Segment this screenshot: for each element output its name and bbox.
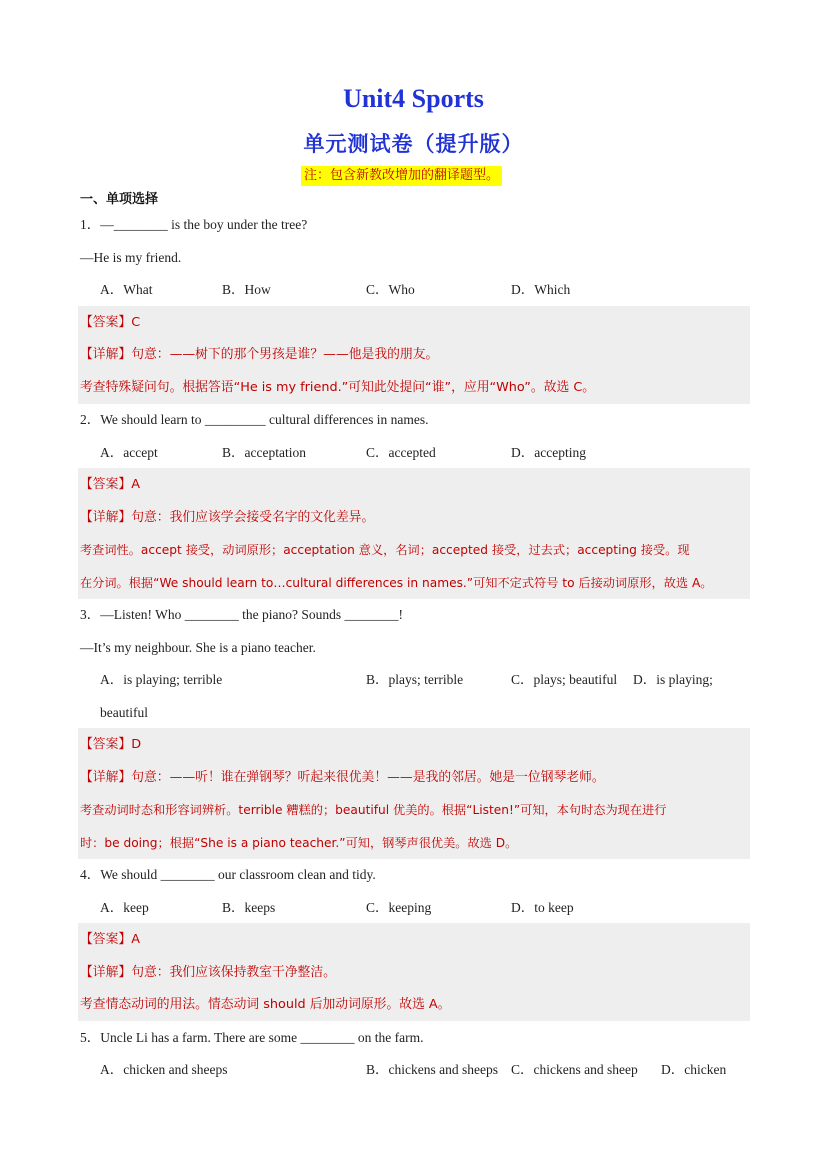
- question-3-option-d: D．is playing;: [633, 672, 713, 687]
- question-3-option-d-cont: beautiful: [100, 705, 148, 720]
- question-4-detail-line: 【详解】句意：我们应该保持教室干净整洁。: [80, 965, 336, 980]
- question-3-reply: —It’s my neighbour. She is a piano teacher.: [80, 640, 316, 655]
- question-2-detail-line: 在分词。根据“We should learn to…cultural differences in names.”可知不定式符号 to 后接动词原形，故选 A。: [80, 576, 713, 590]
- question-5-option-d: D．chicken: [661, 1062, 727, 1077]
- question-2-answer: 【答案】A: [80, 477, 140, 492]
- question-2-option-d: D．accepting: [511, 445, 586, 460]
- question-4-option-c: C．keeping: [366, 900, 432, 915]
- question-1-stem: 1．—________ is the boy under the tree?: [80, 217, 308, 232]
- question-1-option-a: A．What: [100, 282, 153, 297]
- question-3-option-b: B．plays; terrible: [366, 672, 464, 687]
- question-3-option-a: A．is playing; terrible: [100, 672, 223, 687]
- question-4-answer: 【答案】A: [80, 932, 140, 947]
- question-3-stem: 3．—Listen! Who ________ the piano? Sounds ________!: [80, 607, 403, 622]
- question-1-detail-line: 【详解】句意：——树下的那个男孩是谁？——他是我的朋友。: [80, 347, 439, 362]
- question-3-detail-line: 【详解】句意：——听！谁在弹钢琴？听起来很优美！——是我的邻居。她是一位钢琴老师。: [80, 770, 605, 785]
- question-3-answer: 【答案】D: [80, 737, 142, 752]
- question-4-detail-line: 考查情态动词的用法。情态动词 should 后加动词原形。故选 A。: [80, 997, 451, 1012]
- question-4-option-b: B．keeps: [222, 900, 276, 915]
- question-5-option-b: B．chickens and sheeps: [366, 1062, 498, 1077]
- question-5-option-a: A．chicken and sheeps: [100, 1062, 228, 1077]
- question-4-option-a: A．keep: [100, 900, 149, 915]
- question-4-stem: 4．We should ________ our classroom clean and tidy.: [80, 867, 376, 882]
- question-5-option-c: C．chickens and sheep: [511, 1062, 638, 1077]
- highlight-note: 注：包含新教改增加的翻译题型。: [301, 166, 502, 186]
- question-2-stem: 2．We should learn to _________ cultural differences in names.: [80, 412, 429, 427]
- question-1-detail-line: 考查特殊疑问句。根据答语“He is my friend.”可知此处提问“谁”，应用“Who”。故选 C。: [80, 380, 596, 395]
- question-2-option-c: C．accepted: [366, 445, 436, 460]
- question-1-option-b: B．How: [222, 282, 271, 297]
- question-1-option-d: D．Which: [511, 282, 571, 297]
- question-2-detail-line: 【详解】句意：我们应该学会接受名字的文化差异。: [80, 510, 375, 525]
- question-4-option-d: D．to keep: [511, 900, 574, 915]
- question-2-option-a: A．accept: [100, 445, 158, 460]
- page-subtitle: 单元测试卷（提升版）: [303, 132, 524, 156]
- question-2-detail-line: 考查词性。accept 接受，动词原形；acceptation 意义，名词；accepted 接受，过去式；accepting 接受。现: [80, 543, 690, 557]
- question-3-detail-line: 考查动词时态和形容词辨析。terrible 糟糕的；beautiful 优美的。根据“Listen!”可知，本句时态为现在进行: [80, 803, 667, 817]
- question-1-option-c: C．Who: [366, 282, 415, 297]
- section-heading: 一、单项选择: [80, 192, 159, 207]
- question-3-detail-line: 时：be doing；根据“She is a piano teacher.”可知，钢琴声很优美。故选 D。: [80, 836, 518, 850]
- question-3-option-c: C．plays; beautiful: [511, 672, 618, 687]
- question-2-option-b: B．acceptation: [222, 445, 306, 460]
- question-1-reply: —He is my friend.: [80, 250, 182, 265]
- page-title: Unit4 Sports: [343, 84, 484, 113]
- question-1-answer: 【答案】C: [80, 315, 141, 330]
- question-5-stem: 5．Uncle Li has a farm. There are some ________ on the farm.: [80, 1030, 424, 1045]
